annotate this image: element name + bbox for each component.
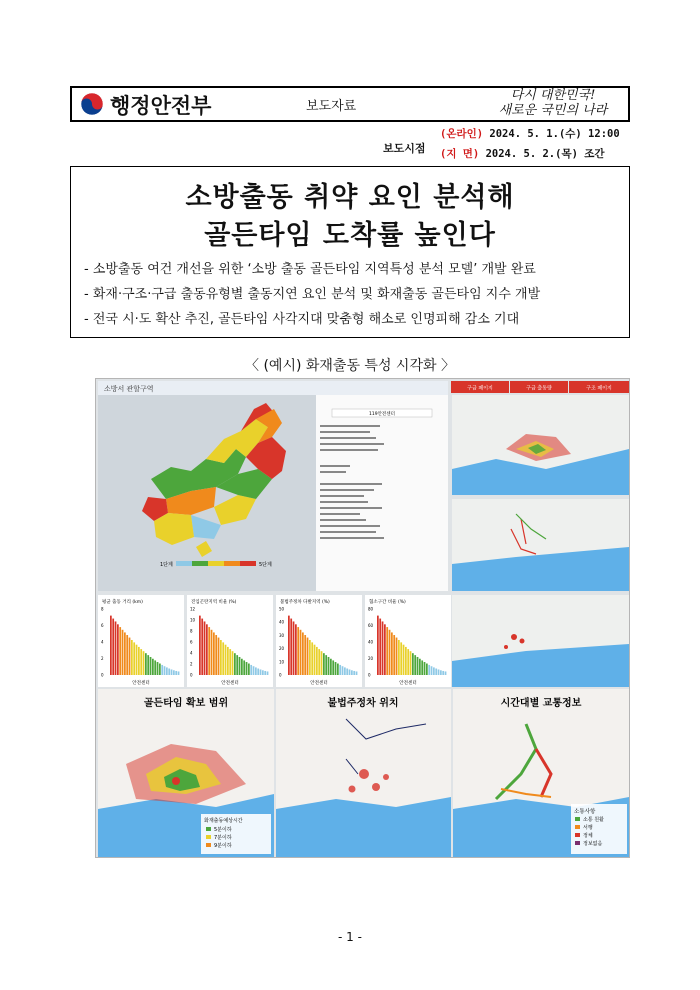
bar-chart-2-bar [243,660,245,675]
bar-chart-4-bar [412,653,414,675]
bar-chart-1-bar [152,659,154,675]
bar-chart-4-bar [410,651,412,675]
traffic-legend-title: 소통사항 [574,809,596,815]
bar-chart-1-bar [124,632,126,675]
bar-chart-1-bar [178,671,180,675]
bar-chart-2-tick: 12 [190,606,196,612]
bar-chart-4-title: 협소구간 비율 (%) [369,600,406,605]
bar-chart-2-tick: 2 [190,661,193,667]
bar-chart-2-bar [267,671,269,675]
bar-chart-3-bar [316,647,318,675]
bar-chart-1-bar [129,638,131,675]
bar-chart-3-bar [311,642,313,675]
bar-chart-2-bar [213,632,215,675]
bar-chart-3-bar [288,616,290,675]
bar-chart-2-bar [211,630,213,675]
bar-chart-4-bar [379,619,381,675]
bar-chart-3-tick: 10 [279,659,285,665]
golden-legend-3: 9분이하 [214,843,232,849]
bar-chart-3-bar [342,666,344,675]
bar-chart-3-bar [295,624,297,675]
bar-chart-1-tick: 4 [101,639,104,645]
golden-legend-1: 5분이하 [214,827,232,833]
ministry-name: 행정안전부 [110,94,212,118]
bar-chart-2-bar [262,670,264,675]
bar-chart-2-bar [229,649,231,675]
bar-chart-2-bar [225,645,227,675]
bar-chart-2-bar [236,655,238,675]
figure-caption: 〈 (예시) 화재출동 특성 시각화 〉 [245,358,455,374]
dashboard-image [96,379,631,859]
dashboard-title: 소방서 관할구역 [104,385,154,393]
bar-chart-2-bar [248,664,250,675]
bar-chart-1-tick: 0 [101,672,104,678]
bar-chart-1-bar [147,655,149,675]
bar-chart-3-bar [304,635,306,675]
bar-chart-1-bar [131,640,133,675]
bar-chart-4-bar [431,666,433,675]
bar-chart-4-tick: 0 [368,672,371,678]
bar-chart-2-tick: 0 [190,672,193,678]
bar-chart-1-bar [154,660,156,675]
bar-chart-3-tick: 0 [279,672,282,678]
slogan-line-1: 다시 대한민국! [510,88,596,103]
bar-chart-2-xlabel: 안전센터 [221,681,239,686]
bar-chart-1-title: 평균 출동 거리 (km) [102,600,143,605]
bar-chart-4-bar [403,645,405,675]
release-online [440,126,620,141]
bar-chart-2-tick: 8 [190,628,193,634]
bar-chart-3-bar [351,670,353,675]
bar-chart-1-bar [136,645,138,675]
bullet-2: - 화재·구조·구급 출동유형별 출동지연 요인 분석 및 화재출동 골든타임 지수 개발 [84,287,541,302]
bar-chart-4-bar [421,660,423,675]
bar-chart-3-bar [330,659,332,675]
bar-chart-4-bar [440,670,442,675]
bar-chart-4-bar [435,669,437,675]
bar-chart-2-bar [206,624,208,675]
bar-chart-1-bar [126,635,128,675]
bar-chart-4-bar [384,624,386,675]
document-type: 보도자료 [306,99,357,114]
traffic-panel-title: 시간대별 교통정보 [500,698,582,709]
bar-chart-1-bar [140,649,142,675]
bar-chart-2-bar [257,669,259,675]
bar-chart-3-bar [300,630,302,675]
bar-chart-4-bar [428,665,430,675]
bar-chart-3-bar [325,655,327,675]
bar-chart-4-bar [426,664,428,675]
bar-chart-2-bar [260,669,262,675]
info-header: 119안전센터 [369,412,395,417]
bar-chart-1-bar [161,665,163,675]
slogan [488,88,618,118]
bullet-3: - 전국 시·도 확산 추진, 골든타임 사각지대 맞춤형 해소로 인명피해 감소 기대 [84,312,520,327]
bar-chart-4-bar [386,627,388,675]
tab-1[interactable]: 구급 페이지 [467,385,493,392]
bar-chart-1-bar [168,669,170,675]
bar-chart-3-bar [290,619,292,675]
bar-chart-4-tick: 80 [368,606,374,612]
bar-chart-1-xlabel: 안전센터 [132,681,150,686]
bar-chart-3-tick: 50 [279,606,285,612]
bar-chart-4-tick: 20 [368,656,374,661]
bar-chart-row [98,595,451,687]
bar-chart-3-bar [314,645,316,675]
bar-chart-4-bar [377,616,379,675]
bar-chart-1-bar [122,630,124,675]
bar-chart-4-bar [382,621,384,675]
online-tag: (온라인) [440,128,484,140]
bar-chart-4-bar [407,649,409,675]
golden-time-panel [98,689,274,857]
golden-panel-title: 골든타임 확보 범위 [143,698,229,709]
paper-tag: (지 면) [440,148,480,160]
bar-chart-1-bar [157,662,159,675]
bar-chart-3-bar [323,653,325,675]
bar-chart-3-xlabel: 안전센터 [310,681,328,686]
tab-3[interactable]: 구조 페이지 [586,385,612,392]
bar-chart-3-bar [346,669,348,675]
bar-chart-4-bar [389,630,391,675]
bar-chart-3-bar [344,667,346,675]
legend-high: 5단계 [259,562,272,568]
bar-chart-3-bar [332,660,334,675]
bar-chart-2-tick: 10 [190,617,196,623]
title-line-2: 골든타임 도착률 높인다 [204,220,496,251]
bar-chart-1-bar [166,667,168,675]
bar-chart-1-bar [159,664,161,675]
traffic-legend-3: 정체 [583,833,593,839]
online-time: 2024. 5. 1.(수) 12:00 [489,128,620,140]
bar-chart-3-bar [321,651,323,675]
bar-chart-4-bar [417,657,419,675]
bar-chart-2-bar [253,666,255,675]
bar-chart-3-bar [339,665,341,675]
bar-chart-3-tick: 30 [279,632,285,638]
bar-chart-4-bar [433,667,435,675]
bar-chart-1-tick: 2 [101,656,104,661]
paper-time: 2024. 5. 2.(목) 조간 [485,148,605,160]
bar-chart-2-tick: 4 [190,650,193,656]
bar-chart-1-bar [143,651,145,675]
bar-chart-2-bar [239,657,241,675]
bar-chart-2-bar [220,640,222,675]
bar-chart-3-bar [297,627,299,675]
bar-chart-2-bar [218,638,220,675]
bar-chart-4-xlabel: 안전센터 [399,681,417,686]
bar-chart-2-bar [232,651,234,675]
bar-chart-3-bar [356,671,358,675]
bar-chart-4-bar [442,671,444,675]
bar-chart-2-bar [234,653,236,675]
bar-chart-4-bar [445,671,447,675]
traffic-legend-2: 서행 [583,825,593,831]
tab-bar [451,381,629,393]
bar-chart-1-tick: 6 [101,623,104,628]
bar-chart-4-bar [419,659,421,675]
golden-legend-2: 7분이하 [214,835,232,841]
tab-2[interactable]: 구급 출동량 [526,385,552,392]
parking-panel-title: 불법주정차 위치 [327,698,399,709]
bar-chart-4-bar [391,632,393,675]
bar-chart-2-bar [250,665,252,675]
bar-chart-4-tick: 60 [368,623,374,628]
traffic-panel [453,689,629,857]
bar-chart-3-tick: 40 [279,619,285,625]
bar-chart-3-bar [353,671,355,675]
bar-chart-4-bar [438,669,440,675]
bar-chart-2-bar [204,621,206,675]
government-emblem-icon [80,92,104,116]
visualization-figure [95,378,630,858]
bar-chart-2-bar [241,659,243,675]
bar-chart-3-bar [307,638,309,675]
bar-chart-3-title: 불법주정차 다발지역 (%) [280,600,330,605]
bar-chart-2-bar [255,667,257,675]
bar-chart-4-bar [414,655,416,675]
bar-chart-1-tick: 8 [101,606,104,612]
bar-chart-3-bar [337,664,339,675]
bar-chart-2-bar [246,662,248,675]
bar-chart-1-bar [117,624,119,675]
bar-chart-2-bar [227,647,229,675]
bar-chart-2-bar [222,642,224,675]
bar-chart-2-tick: 6 [190,639,193,645]
bar-chart-4-tick: 40 [368,639,374,645]
bar-chart-3-bar [318,649,320,675]
bar-chart-3-bar [309,640,311,675]
release-label: 보도시점 [383,142,426,155]
bar-chart-1-bar [175,671,177,675]
traffic-legend-4: 정보없음 [583,841,603,847]
bar-chart-1-bar [112,619,114,675]
release-paper [440,146,605,161]
bar-chart-1-bar [119,627,121,675]
bar-chart-3-bar [293,621,295,675]
bar-chart-3-bar [302,632,304,675]
bar-chart-1-bar [133,642,135,675]
bar-chart-3-bar [328,657,330,675]
bar-chart-1-bar [138,647,140,675]
bar-chart-2-bar [264,671,266,675]
bar-chart-1-bar [171,669,173,675]
bar-chart-4-bar [393,635,395,675]
legend-low: 1단계 [160,562,173,568]
bar-chart-1-bar [115,621,117,675]
bar-chart-3-bar [349,669,351,675]
bar-chart-1-bar [173,670,175,675]
title-line-1: 소방출동 취약 요인 분석해 [185,182,515,213]
golden-legend-title: 화재출동예상시간 [204,818,243,824]
bar-chart-4-bar [396,638,398,675]
bar-chart-2-title: 진입곤란지역 비율 (%) [191,600,237,605]
bar-chart-2-bar [201,619,203,675]
bullet-1: - 소방출동 여건 개선을 위한 ‘소방 출동 골든타임 지역특성 분석 모델’ 개발 완료 [84,262,536,277]
bar-chart-3-bar [335,662,337,675]
page-number: - 1 - [338,930,362,944]
bar-chart-1-bar [150,657,152,675]
bar-chart-1-bar [164,666,166,675]
bar-chart-3-tick: 20 [279,646,285,652]
bar-chart-4-bar [398,640,400,675]
traffic-legend-1: 소통 원활 [583,817,604,823]
bar-chart-1-bar [145,653,147,675]
bar-chart-1-bar [110,616,112,675]
slogan-line-2: 새로운 국민의 나라 [498,103,608,118]
bar-chart-2-bar [215,635,217,675]
bar-chart-4-bar [424,662,426,675]
bar-chart-4-bar [400,642,402,675]
illegal-parking-panel [276,689,451,857]
bar-chart-4-bar [405,647,407,675]
bar-chart-2-bar [208,627,210,675]
right-thumbnail-maps [452,395,629,687]
bar-chart-2-bar [199,616,201,675]
